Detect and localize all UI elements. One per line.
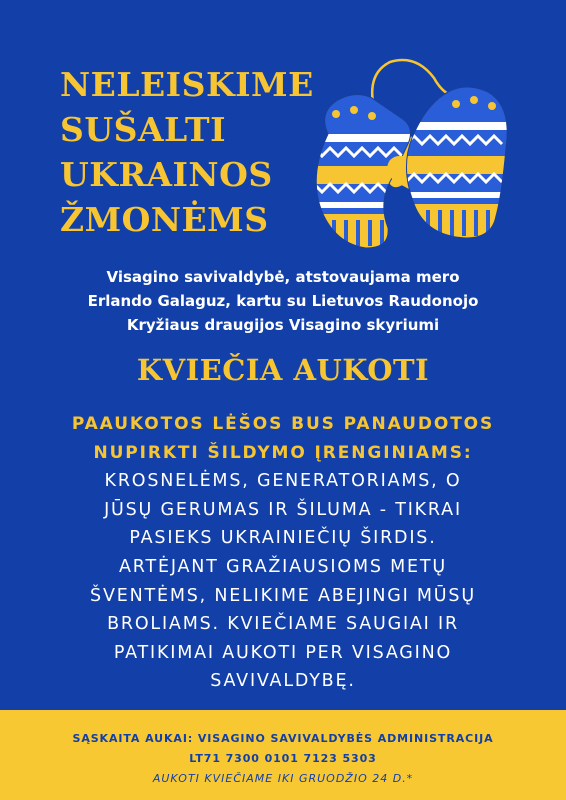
bank-account-label: SĄSKAITA AUKAI: VISAGINO SAVIVALDYBĖS ADMINISTRACIJA — [72, 732, 494, 745]
title-line: ŽMONĖMS — [60, 200, 269, 239]
iban-number: LT71 7300 0101 7123 5303 — [189, 752, 377, 765]
body-line: PATIKIMAI AUKOTI PER VISAGINO — [113, 642, 453, 663]
body-line: KROSNELĖMS, GENERATORIAMS, O — [104, 471, 462, 492]
intro-line: Kryžiaus draugijos Visagino skyriumi — [126, 316, 440, 334]
donation-deadline: AUKOTI KVIEČIAME IKI GRUODŽIO 24 D.* — [152, 772, 414, 785]
body-line: JŪSŲ GERUMAS IR ŠILUMA - TIKRAI — [104, 499, 462, 520]
highlight-line: PAAUKOTOS LĖŠOS BUS PANAUDOTOS — [71, 414, 495, 434]
body-line: BROLIAMS. KVIEČIAME SAUGIAI IR — [107, 614, 459, 635]
body-line: ŠVENTĖMS, NELIKIME ABEJINGI MŪSŲ — [90, 585, 476, 606]
title-line: UKRAINOS — [60, 155, 273, 194]
body-line: SAVIVALDYBĘ. — [210, 671, 356, 692]
body-text — [0, 410, 566, 696]
body-line: ARTĖJANT GRAŽIAUSIOMS METŲ — [119, 556, 447, 577]
footer-bar — [0, 710, 566, 800]
title-line: SUŠALTI — [60, 110, 227, 149]
title-line: NELEISKIME — [60, 65, 314, 104]
intro-line: Visagino savivaldybė, atstovaujama mero — [106, 268, 460, 286]
intro-text — [40, 265, 526, 337]
highlight-line: NUPIRKTI ŠILDYMO ĮRENGINIAMS: — [93, 442, 473, 463]
page-title — [60, 62, 314, 242]
intro-line: Erlando Galaguz, kartu su Lietuvos Raudonojo — [87, 292, 479, 310]
call-to-action-heading: KVIEČIA AUKOTI — [136, 353, 430, 387]
mittens-icon — [296, 52, 528, 252]
body-line: PASIEKS UKRAINIEČIŲ ŠIRDIS. — [129, 528, 437, 549]
